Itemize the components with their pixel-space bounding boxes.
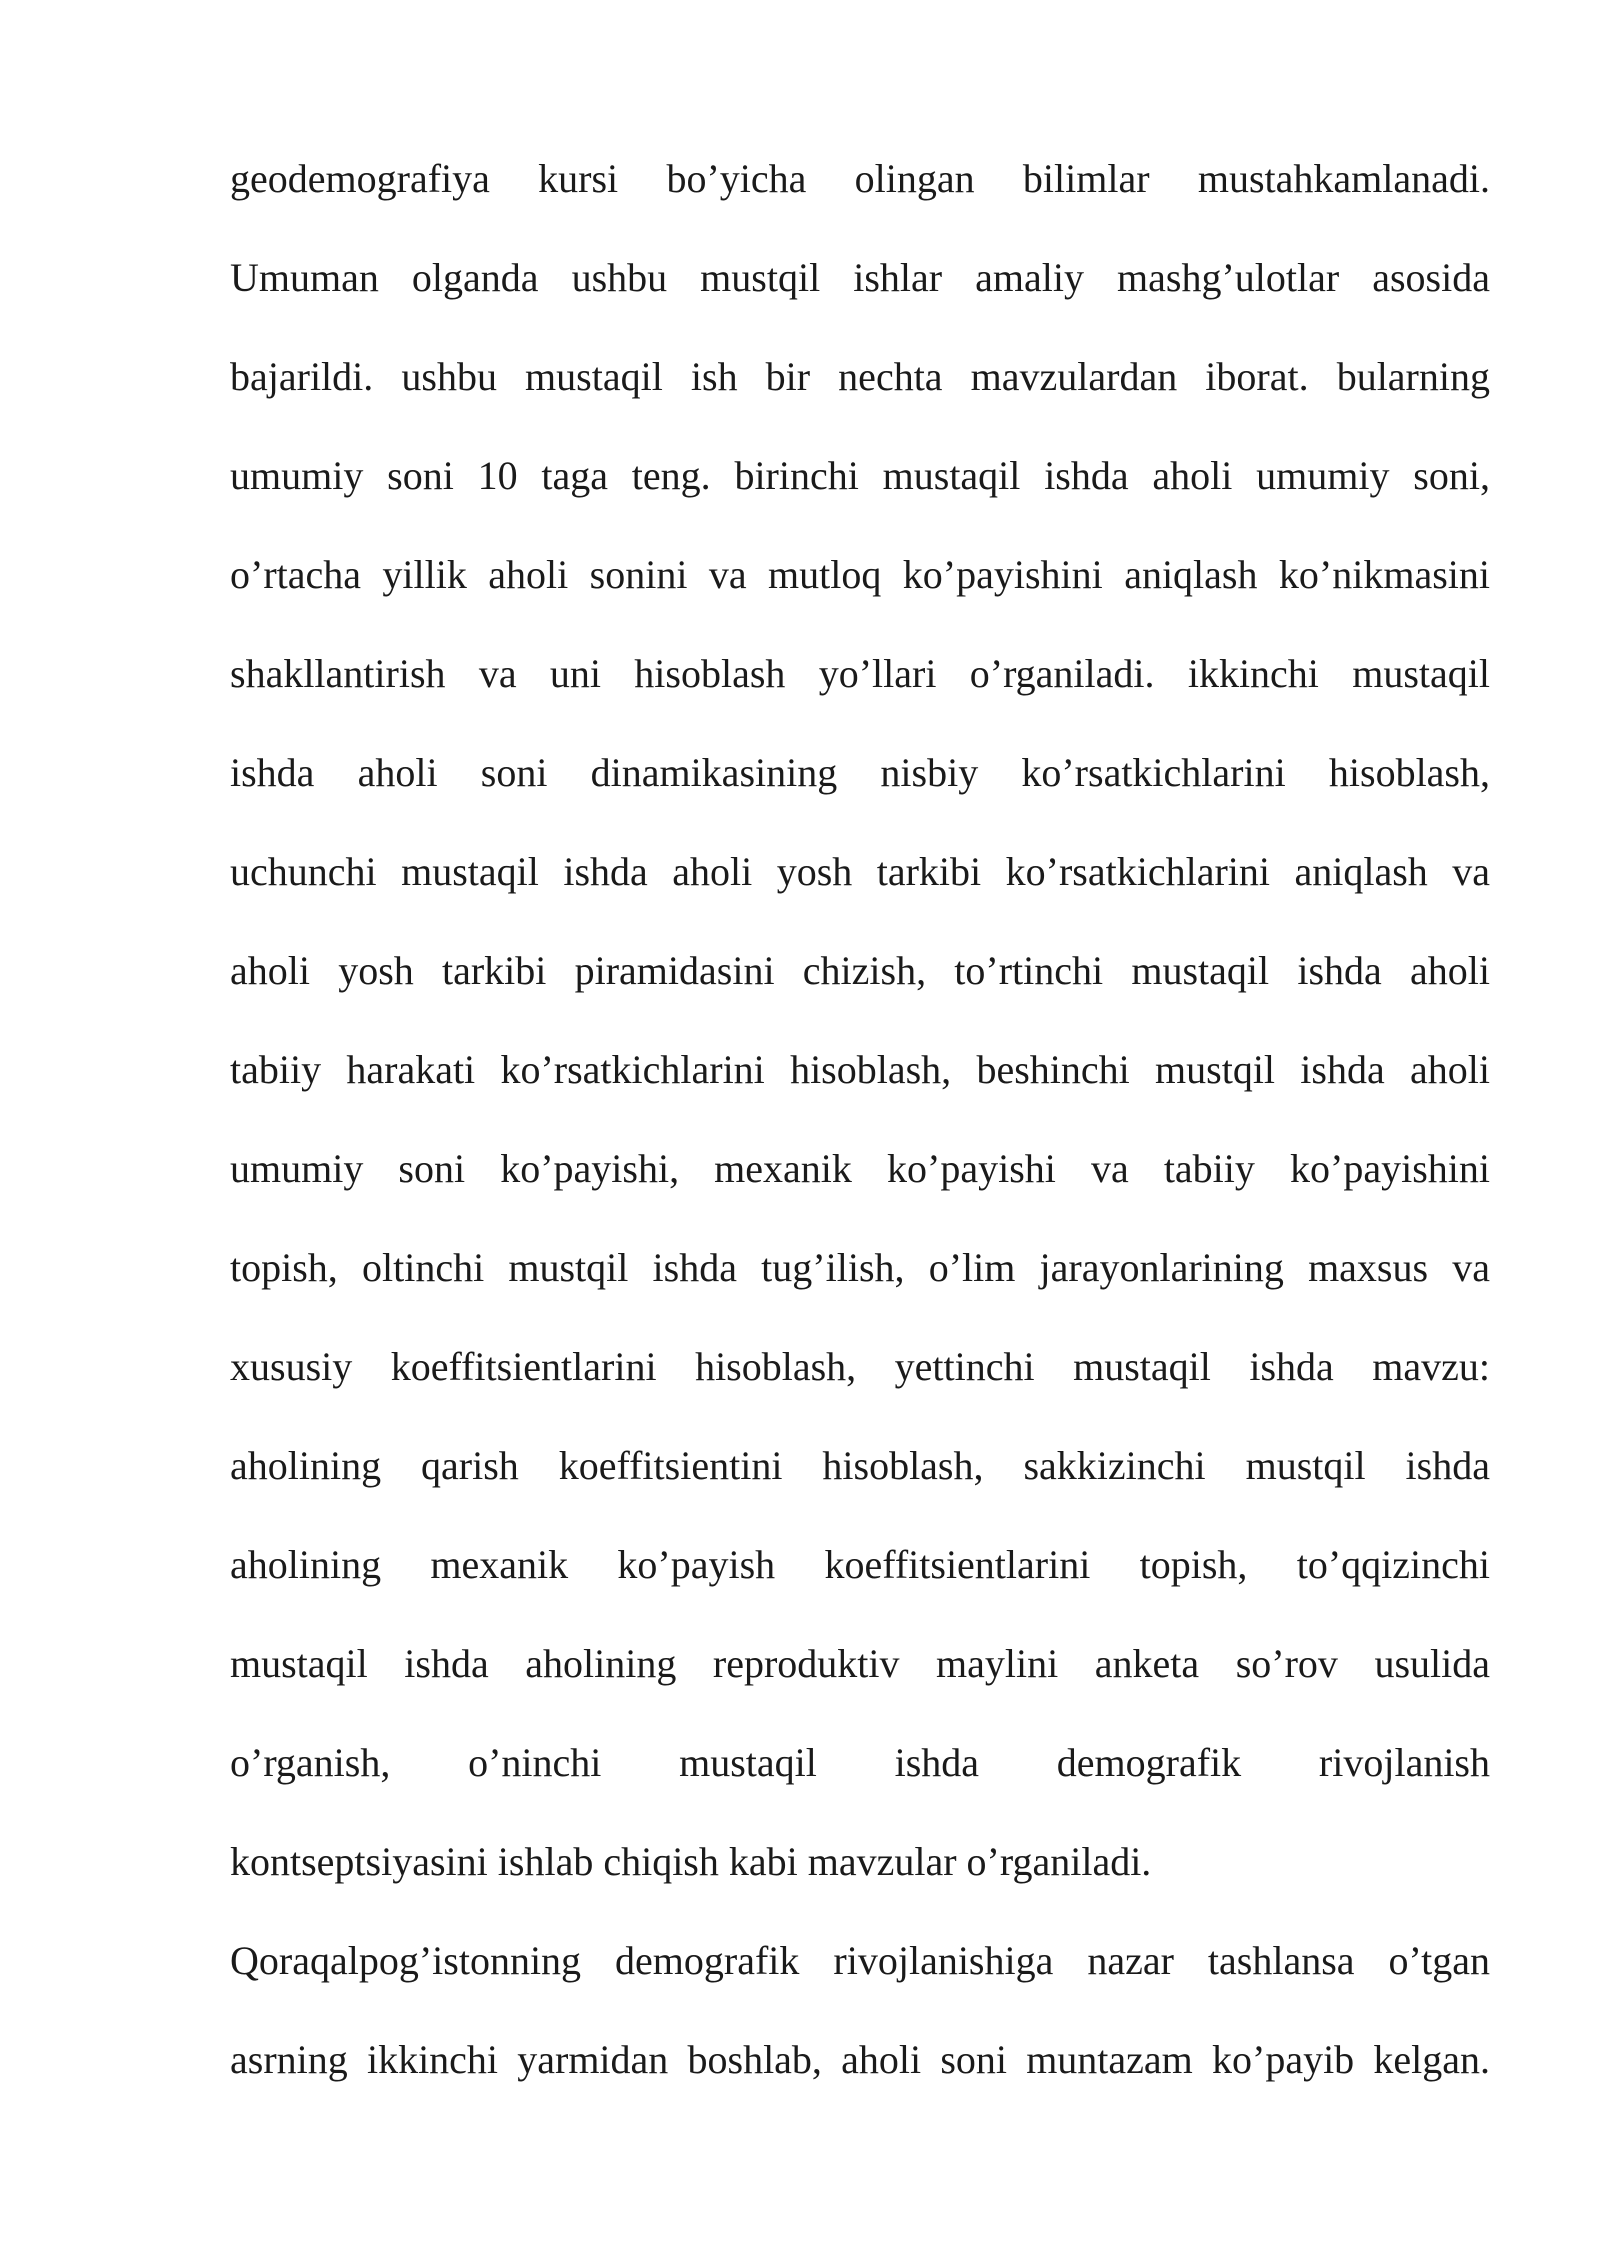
text-line: uchunchi mustaqil ishda aholi yosh tarkibi ko’rsatkichlarini aniqlash va — [230, 849, 1490, 894]
text-line: xususiy koeffitsientlarini hisoblash, yettinchi mustaqil ishda mavzu: — [230, 1344, 1490, 1389]
text-line: o’rtacha yillik aholi sonini va mutloq ko’payishini aniqlash ko’nikmasini — [230, 552, 1490, 597]
text-line: Qoraqalpog’istonning demografik rivojlanishiga nazar tashlansa o’tgan — [230, 1938, 1490, 1983]
text-line: mustaqil ishda aholining reproduktiv maylini anketa so’rov usulida — [230, 1641, 1490, 1686]
text-line: aholining qarish koeffitsientini hisoblash, sakkizinchi mustqil ishda — [230, 1443, 1490, 1488]
text-line: Umuman olganda ushbu mustqil ishlar amaliy mashg’ulotlar asosida — [230, 255, 1490, 300]
text-line: tabiiy harakati ko’rsatkichlarini hisoblash, beshinchi mustqil ishda aholi — [230, 1047, 1490, 1092]
text-line: geodemografiya kursi bo’yicha olingan bilimlar mustahkamlanadi. — [230, 156, 1490, 201]
text-line: aholining mexanik ko’payish koeffitsientlarini topish, to’qqizinchi — [230, 1542, 1490, 1587]
text-line: kontseptsiyasini ishlab chiqish kabi mavzular o’rganiladi. — [230, 1839, 1152, 1884]
text-line: o’rganish, o’ninchi mustaqil ishda demografik rivojlanish — [230, 1740, 1490, 1785]
text-line: ishda aholi soni dinamikasining nisbiy ko’rsatkichlarini hisoblash, — [230, 750, 1490, 795]
text-line: bajarildi. ushbu mustaqil ish bir nechta mavzulardan iborat. bularning — [230, 354, 1490, 399]
text-line: topish, oltinchi mustqil ishda tug’ilish, o’lim jarayonlarining maxsus va — [230, 1245, 1490, 1290]
text-line: shakllantirish va uni hisoblash yo’llari o’rganiladi. ikkinchi mustaqil — [230, 651, 1490, 696]
text-line: aholi yosh tarkibi piramidasini chizish, to’rtinchi mustaqil ishda aholi — [230, 948, 1490, 993]
text-line: asrning ikkinchi yarmidan boshlab, aholi soni muntazam ko’payib kelgan. — [230, 2037, 1490, 2082]
text-line: umumiy soni 10 taga teng. birinchi mustaqil ishda aholi umumiy soni, — [230, 453, 1490, 498]
text-line: umumiy soni ko’payishi, mexanik ko’payishi va tabiiy ko’payishini — [230, 1146, 1490, 1191]
